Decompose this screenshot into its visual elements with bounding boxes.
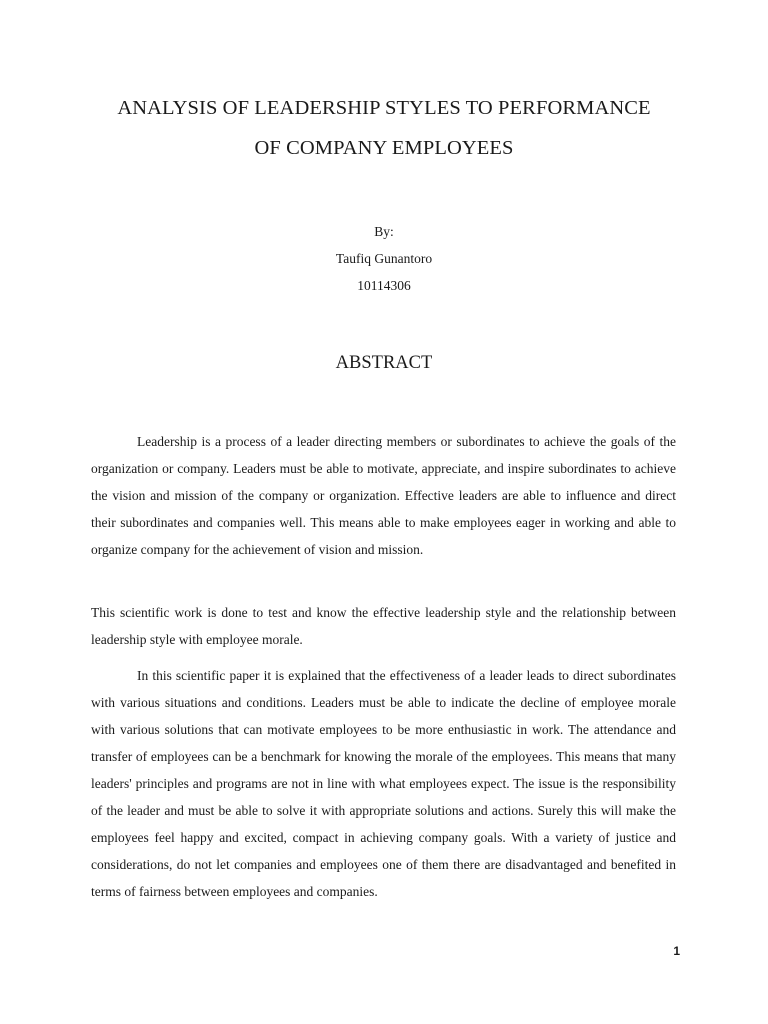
by-label: By: (374, 224, 394, 239)
title-line-2: OF COMPANY EMPLOYEES (254, 137, 514, 159)
abstract-heading: ABSTRACT (335, 353, 433, 373)
abstract-paragraph-3: In this scientific paper it is explained that the effectiveness of a leader leads to direct subordinates with various situations and conditions. Leaders must be able to indicate the decline of employee morale with various solutions that can motivate employees to be more enthusiastic in work. The attendance and transfer of employees can be a benchmark for knowing the morale of the employees. This means that many leaders' principles and programs are not in line with what employees expect. The issue is the responsibility of the leader and must be able to solve it with appropriate solutions and actions. Surely this will make the employees feel happy and excited, compact in achieving company goals. With a variety of justice and considerations, do not let companies and employees one of them there are disadvantaged and benefited in terms of fairness between employees and companies. (91, 668, 676, 899)
abstract-paragraph-1: Leadership is a process of a leader directing members or subordinates to achieve the goals of the organization or company. Leaders must be able to motivate, appreciate, and inspire subordinates to achieve the vision and mission of the company or organization. Effective leaders are able to influence and direct their subordinates and companies well. This means able to make employees eager in working and able to organize company for the achievement of vision and mission. (91, 434, 676, 557)
title-line-1: ANALYSIS OF LEADERSHIP STYLES TO PERFORMANCE (117, 97, 651, 119)
author-name: Taufiq Gunantoro (335, 251, 433, 266)
page-number: 1 (673, 944, 680, 958)
author-block (0, 218, 768, 299)
abstract-paragraph-2: This scientific work is done to test and know the effective leadership style and the relationship between leadership style with employee morale. (91, 605, 676, 647)
student-id: 10114306 (357, 278, 411, 293)
paper-title (60, 88, 708, 168)
